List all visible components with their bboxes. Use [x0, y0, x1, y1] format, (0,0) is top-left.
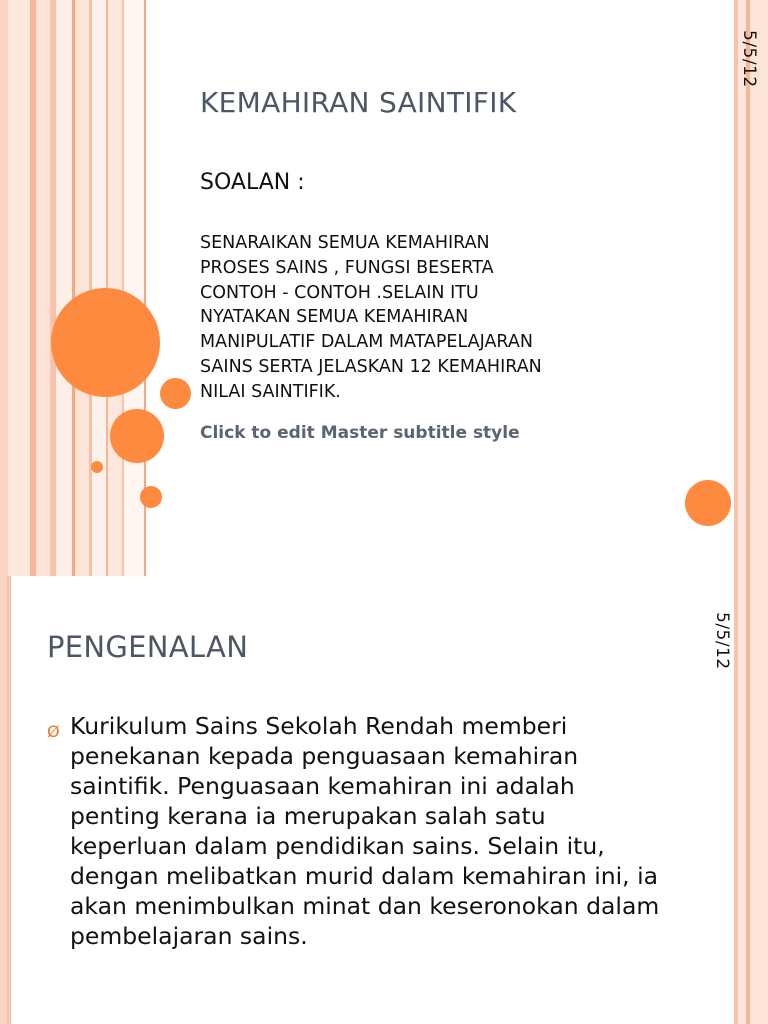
slide-2	[0, 576, 768, 1024]
question-line: SAINS SERTA JELASKAN 12 KEMAHIRAN	[200, 356, 542, 377]
decorative-circle-right	[685, 480, 731, 526]
arrow-bullet-icon: Ø	[47, 722, 60, 741]
slide-title: PENGENALAN	[47, 630, 249, 664]
slide-date: 5/5/12	[712, 612, 732, 670]
body-paragraph: Kurikulum Sains Sekolah Rendah memberi penekanan kepada penguasaan kemahiran saintifik. Penguasaan kemahiran ini adalah penting kerana ia merupakan salah satu keperluan dalam pendidikan sains. Selain itu, dengan melibatkan murid dalam kemahiran ini, ia akan menimbulkan minat dan keseronokan dalam pembelajaran sains.	[70, 712, 660, 950]
slide-date: 5/5/12	[739, 30, 759, 88]
question-line: NYATAKAN SEMUA KEMAHIRAN	[200, 307, 469, 328]
question-line: CONTOH - CONTOH .SELAIN ITU	[200, 282, 479, 303]
question-line: MANIPULATIF DALAM MATAPELAJARAN	[200, 332, 533, 353]
decorative-circle-medium	[110, 409, 164, 463]
slide-title: KEMAHIRAN SAINTIFIK	[200, 86, 517, 119]
question-line: NILAI SAINTIFIK.	[200, 381, 341, 402]
decorative-circle-small-2	[140, 486, 162, 508]
question-label: SOALAN :	[200, 170, 305, 195]
decorative-circle-small	[160, 378, 191, 409]
question-line: PROSES SAINS , FUNGSI BESERTA	[200, 257, 494, 278]
question-line: SENARAIKAN SEMUA KEMAHIRAN	[200, 233, 490, 253]
question-text	[200, 231, 640, 405]
subtitle-placeholder[interactable]: Click to edit Master subtitle style	[200, 423, 520, 443]
decorative-circle-large	[51, 288, 160, 397]
decorative-circle-tiny	[91, 461, 103, 473]
